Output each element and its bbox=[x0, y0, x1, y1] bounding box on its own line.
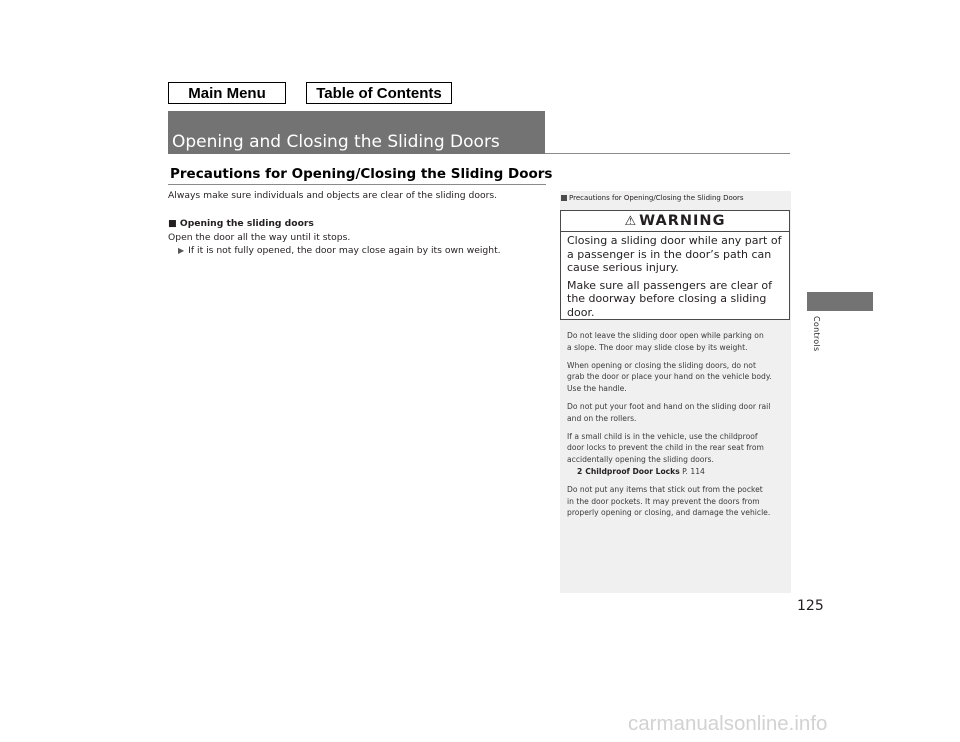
step-arrow-icon: ▶ bbox=[178, 246, 185, 255]
warning-box bbox=[560, 210, 790, 320]
subhead-opening: ■ Opening the sliding doors bbox=[168, 218, 314, 229]
chapter-title: Opening and Closing the Sliding Doors bbox=[172, 132, 500, 152]
note-rail: Do not put your foot and hand on the sliding door rail and on the rollers. bbox=[567, 401, 771, 423]
controls-tab bbox=[807, 292, 873, 311]
controls-tab-label: Controls bbox=[812, 316, 821, 352]
warning-label bbox=[561, 211, 789, 231]
intro-text: Always make sure individuals and objects are clear of the sliding doors. bbox=[168, 190, 498, 201]
note-childproof: If a small child is in the vehicle, use the childproof door locks to prevent the child in the rear seat from accidentally opening the sliding doors. bbox=[567, 431, 764, 465]
main-menu-button[interactable]: Main Menu bbox=[168, 82, 286, 104]
warning-text bbox=[567, 234, 785, 323]
note-parking: Do not leave the sliding door open while parking on a slope. The door may slide close by its weight. bbox=[567, 331, 764, 352]
note-pockets: Do not put any items that stick out from the pocket in the door pockets. It may prevent the doors from properly opening or closing, and damage the vehicle. bbox=[567, 484, 771, 518]
step-note bbox=[178, 244, 501, 258]
section-divider bbox=[168, 184, 546, 185]
warning-paragraph: Closing a sliding door while any part of a passenger is in the door’s path can cause serious injury. bbox=[567, 234, 782, 274]
warning-paragraph: Make sure all passengers are clear of the doorway before closing a sliding door. bbox=[567, 278, 773, 319]
sidebar-heading-text: Precautions for Opening/Closing the Sliding Doors bbox=[569, 194, 744, 202]
cross-reference-icon: 2 bbox=[577, 466, 583, 476]
note-handle: When opening or closing the sliding doors, do not grab the door or place your hand on the vehicle body. Use the handle. bbox=[567, 360, 772, 394]
section-title: Precautions for Opening/Closing the Sliding Doors bbox=[170, 166, 553, 182]
watermark: carmanualsonline.info bbox=[628, 712, 828, 735]
childproof-locks-link[interactable]: 2 Childproof Door Locks P. 114 bbox=[577, 466, 705, 476]
table-of-contents-button[interactable]: Table of Contents bbox=[306, 82, 452, 104]
step-note-text: If it is not fully opened, the door may close again by its own weight. bbox=[188, 245, 501, 256]
warning-divider bbox=[561, 231, 789, 232]
warning-label-text: WARNING bbox=[639, 213, 726, 229]
chapter-divider bbox=[545, 153, 790, 154]
step-open-door: Open the door all the way until it stops. bbox=[168, 232, 351, 243]
sidebar-bullet-icon bbox=[561, 195, 567, 201]
page-number: 125 bbox=[797, 598, 824, 614]
sidebar-heading bbox=[561, 194, 744, 202]
warning-triangle-icon: ⚠ bbox=[624, 213, 638, 229]
sidebar-notes bbox=[567, 330, 787, 525]
